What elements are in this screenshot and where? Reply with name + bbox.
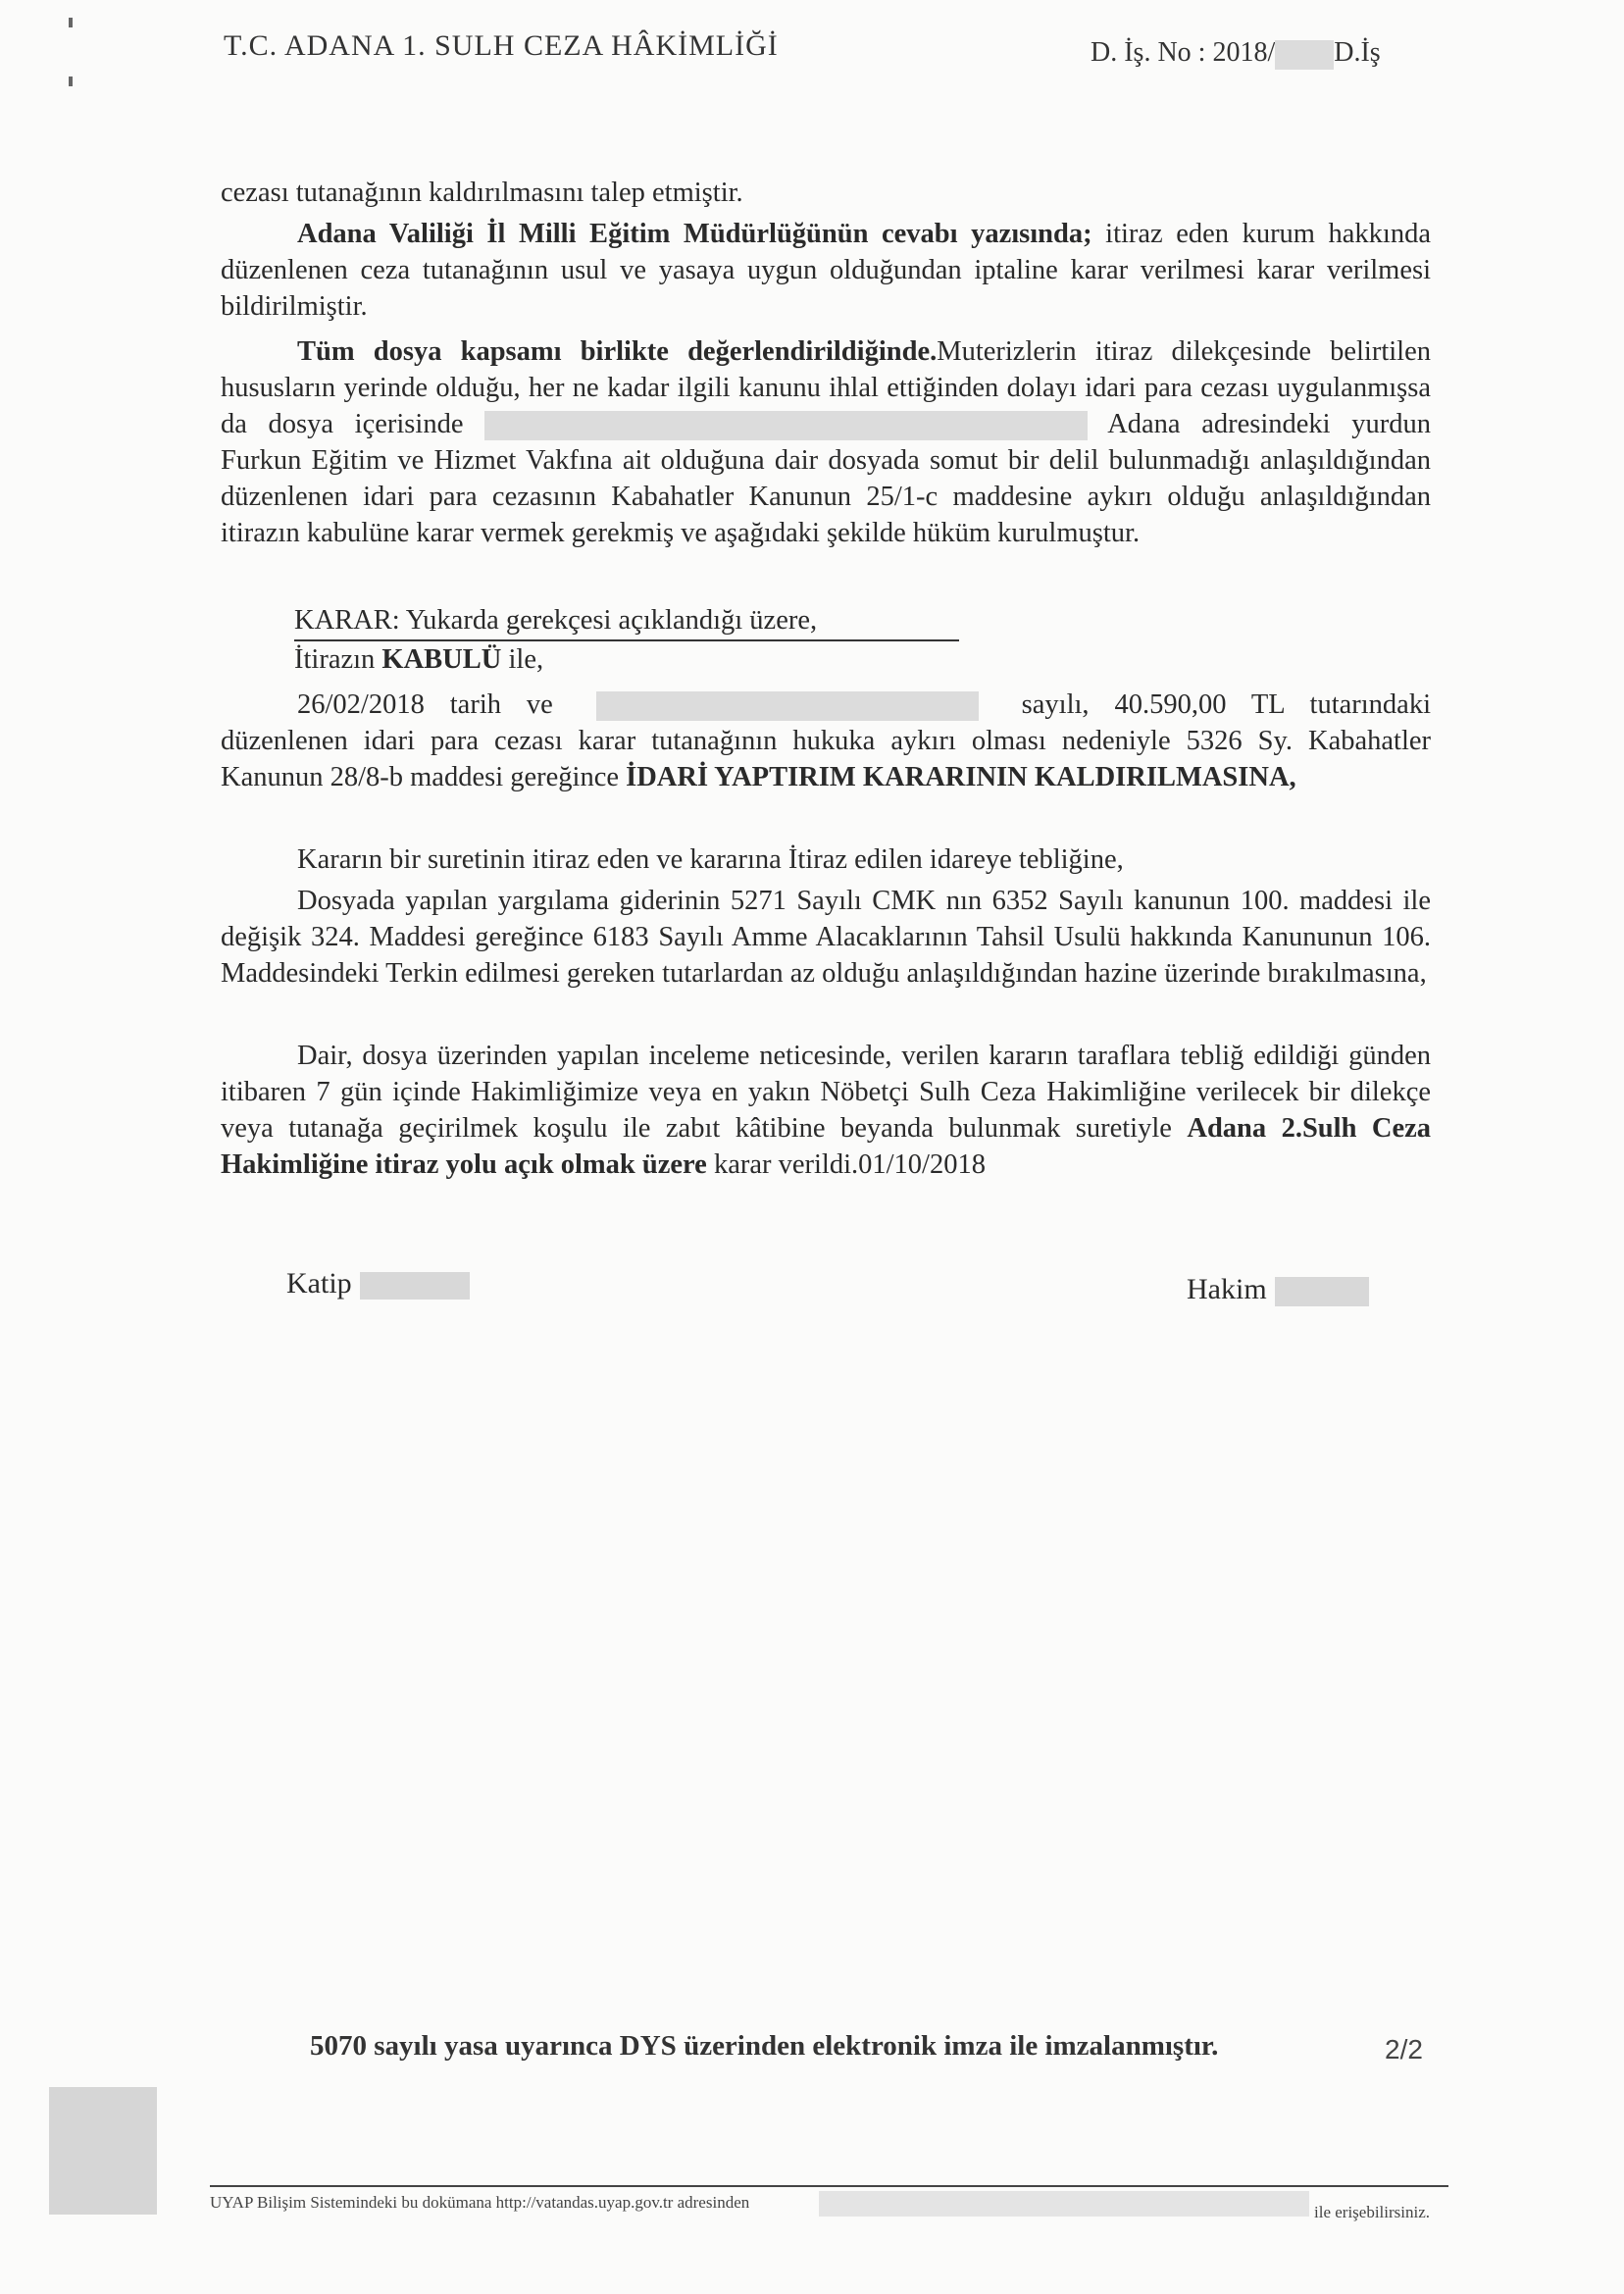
clerk-label: Katip [286,1267,352,1300]
case-number [1091,37,1381,70]
paragraph-3-text-continued: Adana adresindeki yurdun Furkun Eğitim ve Hizmet Vakfına ait olduğuna dair dosyada somut bir delil bulunmadığı anlaşıldığından düzenlenen idari para cezasının Kabahatler Kanunun 25/1-c maddesine aykırı olduğu anlaşıldığından itirazın kabulüne karar vermek gerekmiş ve aşağıdaki şekilde hüküm kurulmuştur. [221,409,1431,548]
paragraph-8-text: Dair, dosya üzerinden yapılan inceleme neticesinde, verilen kararın taraflara tebliğ edildiği günden itibaren 7 gün içinde Hakimliğimize veya en yakın Nöbetçi Sulh Ceza Hakimliğine verilecek bir dilekçe veya tutanağa geçirilmek koşulu ile zabıt kâtibine beyanda bulunmak suretiyle [221,1041,1431,1144]
itiraz-text-end: ile, [501,644,544,675]
itiraz-bold: KABULÜ [381,644,502,675]
paragraph-2-text: itiraz eden kurum hakkında düzenlenen ceza tutanağının usul ve yasaya uygun olduğundan iptaline karar verilmesi karar verilmesi bildirilmiştir. [221,219,1431,322]
page-number: 2/2 [1385,2034,1423,2065]
scan-mark [69,18,73,27]
itiraz-text: İtirazın [294,644,382,675]
paragraph-5 [221,687,1431,795]
case-number-prefix: D. İş. No : 2018/ [1091,37,1276,68]
redacted-box [1275,1277,1369,1306]
redacted-box [360,1272,470,1300]
redacted-box [484,411,1088,440]
paragraph-5-date: 26/02/2018 tarih ve [297,689,553,720]
paragraph-6: Kararın bir suretinin itiraz eden ve kararına İtiraz edilen idareye tebliğine, [297,844,1124,875]
electronic-signature-note: 5070 sayılı yasa uyarınca DYS üzerinden elektronik imza ile imzalanmıştır. [310,2030,1219,2062]
paragraph-3-bold: Tüm dosya kapsamı birlikte değerlendirildiğinde. [297,336,938,367]
footer-divider [210,2185,1448,2187]
paragraph-5-bold: İDARİ YAPTIRIM KARARININ KALDIRILMASINA, [626,762,1296,792]
paragraph-5-text: sayılı, 40.590,00 TL tutarındaki düzenlenen idari para cezası karar tutanağının hukuka aykırı olması nedeniyle 5326 Sy. Kabahatler Kanunun 28/8-b maddesi gereğince [221,689,1431,792]
redacted-box [1275,40,1334,70]
clerk-signature [286,1267,470,1300]
paragraph-8-bold: Adana 2.Sulh Ceza Hakimliğine itiraz yolu açık olmak üzere [221,1113,1431,1180]
paragraph-3-text: Muterizlerin itiraz dilekçesinde belirtilen hususların yerinde olduğu, her ne kadar ilgili kanunu ihlal ettiğinden dolayı idari para cezası uygulanmışsa da dosya içerisinde [221,336,1431,439]
itiraz-line [294,641,1422,678]
footer-uyap-text: UYAP Bilişim Sistemindeki bu dokümana http://vatandas.uyap.gov.tr adresinden [210,2193,750,2212]
paragraph-1: cezası tutanağının kaldırılmasını talep etmiştir. [221,178,743,208]
court-title: T.C. ADANA 1. SULH CEZA HÂKİMLİĞİ [224,29,779,62]
redacted-box [819,2191,1309,2217]
paragraph-8-end: karar verildi.01/10/2018 [706,1149,986,1180]
redacted-box [596,691,979,721]
paragraph-2-bold: Adana Valiliği İl Milli Eğitim Müdürlüğünün cevabı yazısında; [297,219,1092,249]
redacted-box [49,2087,157,2215]
paragraph-3 [221,333,1431,551]
paragraph-8 [221,1038,1431,1183]
karar-heading: KARAR: Yukarda gerekçesi açıklandığı üzere, [294,605,818,636]
case-number-suffix: D.İş [1334,37,1381,68]
scan-mark [69,76,73,86]
judge-signature [1187,1273,1369,1306]
judge-label: Hakim [1187,1273,1267,1305]
paragraph-7: Dosyada yapılan yargılama giderinin 5271 Sayılı CMK nın 6352 Sayılı kanunun 100. maddesi ile değişik 324. Maddesi gereğince 6183 Sayılı Amme Alacaklarının Tahsil Usulü hakkında Kanununun 106. Maddesindeki Terkin edilmesi gereken tutarlardan az olduğu anlaşıldığından hazine üzerinde bırakılmasına, [221,886,1431,989]
footer-uyap-text-end: ile erişebilirsiniz. [1314,2203,1431,2221]
paragraph-2 [221,216,1431,325]
